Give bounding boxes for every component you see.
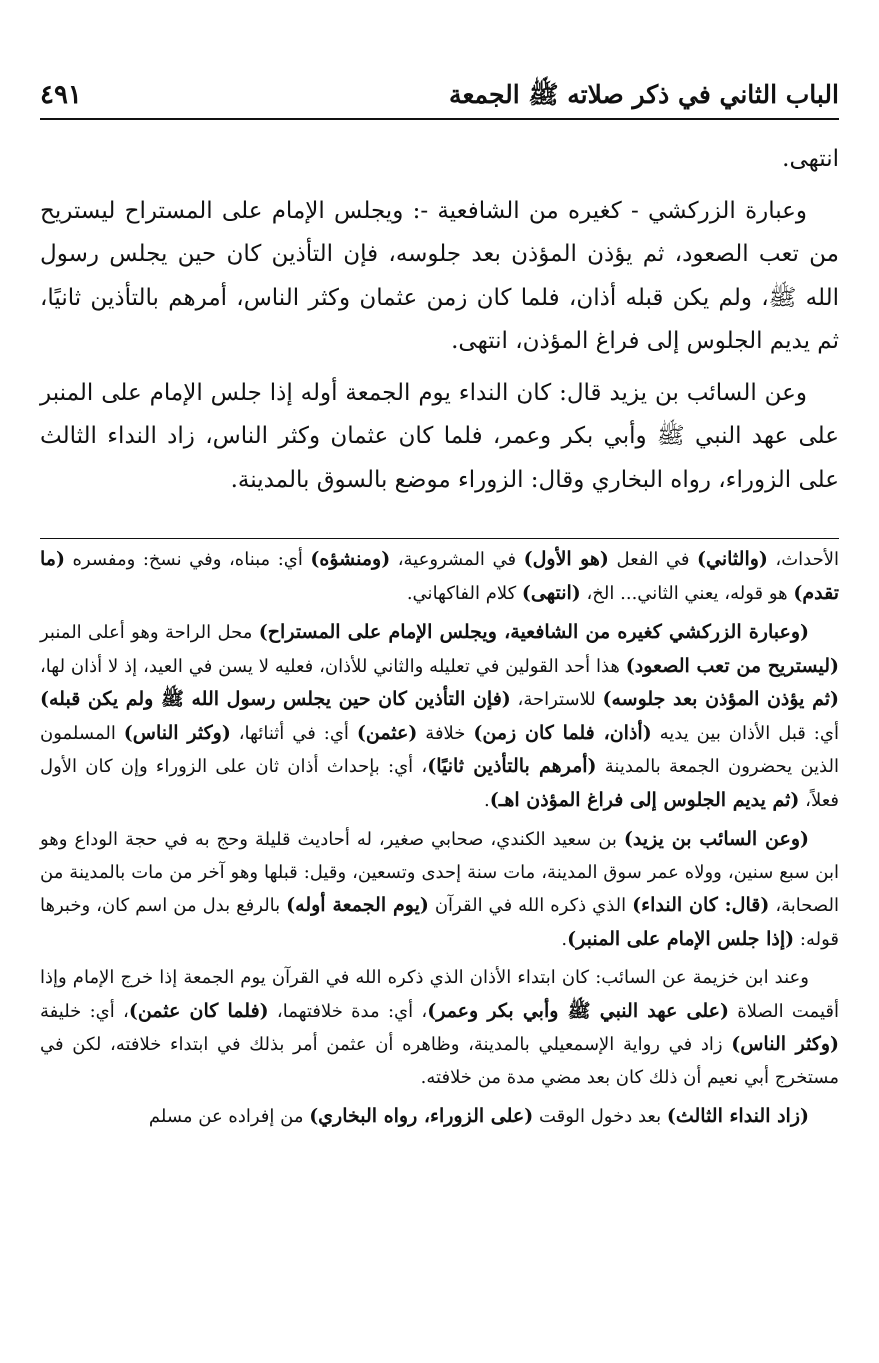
quoted-phrase: (ثم يديم الجلوس إلى فراغ المؤذن اهـ) — [489, 788, 800, 811]
quoted-phrase: (والثاني) — [697, 548, 768, 570]
quoted-phrase: (هو الأول) — [523, 548, 609, 570]
quoted-phrase: (فلما كان عثمن) — [128, 999, 269, 1022]
commentary — [40, 543, 839, 1134]
quoted-phrase: (على الزوراء، رواه البخاري) — [309, 1105, 534, 1127]
commentary-paragraph: الأحداث، (والثاني) في الفعل (هو الأول) في المشروعية، (ومنشؤه) أي: مبناه، وفي نسخ: ومفسره (ما تقدم) هو قوله، يعني الثاني... الخ، (انتهى) كلام الفاكهاني. — [40, 548, 840, 604]
quoted-phrase: (فإن التأذين كان حين يجلس رسول الله ﷺ ولم يكن قبله) — [40, 688, 511, 710]
quoted-phrase: (ثم يؤذن المؤذن بعد جلوسه) — [602, 688, 839, 710]
quoted-phrase: (وعبارة الزركشي كغيره من الشافعية، ويجلس الإمام على المستراح) — [258, 621, 810, 643]
commentary-paragraph: وعند ابن خزيمة عن السائب: كان ابتداء الأذان الذي ذكره الله في القرآن يوم الجمعة إذا خرج الإمام وإذا أقيمت الصلاة (على عهد النبي ﷺ وأبي بكر وعمر)، أي: مدة خلافتهما، (فلما كان عثمن)، أي: خليفة (وكثر الناس) زاد في رواية الإسمعيلي بالمدينة، وظاهره أن عثمن أمر بذلك في ابتداء خلافته، لكن في مستخرج أبي نعيم أن ذلك كان بعد مضي مدة من خلافته. — [40, 967, 839, 1088]
quoted-phrase: (انتهى) — [521, 581, 581, 604]
main-paragraph: وعن السائب بن يزيد قال: كان النداء يوم الجمعة أوله إذا جلس الإمام على المنبر على عهد النبي ﷺ وأبي بكر وعمر، فلما كان عثمان وكثر الناس، زاد النداء الثالث على الزوراء، رواه البخاري وقال: الزوراء موضع بالسوق بالمدينة. — [40, 379, 839, 493]
commentary-paragraph: (وعن السائب بن يزيد) بن سعيد الكندي، صحابي صغير، له أحاديث قليلة وحج به في حجة الوداع وهو ابن سبع سنين، وولاه عمر سوق المدينة، مات سنة إحدى وتسعين، وقيل: قبلها وهو آخر من مات بالمدينة من الصحابة، (قال: كان النداء) الذي ذكره الله في القرآن (يوم الجمعة أوله) بالرفع بدل من اسم كان، وخبرها قوله: (إذا جلس الإمام على المنبر). — [40, 828, 840, 950]
quoted-phrase: (ما تقدم) — [40, 548, 839, 604]
page-header — [40, 78, 839, 120]
quoted-phrase: (ليستريح من تعب الصعود) — [625, 654, 839, 677]
quoted-phrase: (وكثر الناس) — [123, 721, 231, 744]
quoted-phrase: (زاد النداء الثالث) — [666, 1105, 809, 1127]
quoted-phrase: (أذان، فلما كان زمن) — [473, 721, 652, 744]
commentary-paragraph: (زاد النداء الثالث) بعد دخول الوقت (على الزوراء، رواه البخاري) من إفراده عن مسلم — [148, 1105, 809, 1127]
quoted-phrase: (وعن السائب بن يزيد) — [623, 828, 809, 850]
commentary-paragraph: (وعبارة الزركشي كغيره من الشافعية، ويجلس الإمام على المستراح) محل الراحة وهو أعلى المنبر (ليستريح من تعب الصعود) هذا أحد القولين في تعليله والثاني للأذان، فعليه لا يسن في العيد، إذ لا أذان لها، (ثم يؤذن المؤذن بعد جلوسه) للاستراحة، (فإن التأذين كان حين يجلس رسول الله ﷺ ولم يكن قبله) أي: قبل الأذان بين يديه (أذان، فلما كان زمن) خلافة (عثمن) أي: في أثنائها، (وكثر الناس) المسلمون الذين يحضرون الجمعة بالمدينة (أمرهم بالتأذين ثانيًا)، أي: بإحداث أذان ثان على الزوراء وإن كان الأول فعلاً، (ثم يديم الجلوس إلى فراغ المؤذن اهـ). — [40, 621, 839, 811]
quoted-phrase: (على عهد النبي ﷺ وأبي بكر وعمر) — [427, 999, 730, 1022]
quoted-phrase: (عثمن) — [356, 721, 418, 744]
main-paragraph: انتهى. — [782, 146, 839, 172]
quoted-phrase: (يوم الجمعة أوله) — [286, 894, 429, 916]
main-text — [40, 138, 839, 502]
chapter-title: الباب الثاني في ذكر صلاته ﷺ الجمعة — [449, 80, 839, 109]
footnote-separator — [40, 538, 839, 539]
quoted-phrase: (وكثر الناس) — [731, 1033, 839, 1055]
main-paragraph: وعبارة الزركشي - كغيره من الشافعية -: ويجلس الإمام على المستراح ليستريح من تعب الصعود، ثم يؤذن المؤذن بعد جلوسه، فإن التأذين كان حين يجلس رسول الله ﷺ، ولم يكن قبله أذان، فلما كان زمن عثمان وكثر الناس، أمرهم بالتأذين ثانيًا، ثم يديم الجلوس إلى فراغ المؤذن، انتهى. — [40, 197, 839, 354]
quoted-phrase: (ومنشؤه) — [310, 548, 391, 570]
quoted-phrase: (قال: كان النداء) — [632, 894, 770, 916]
page-number: ٤٩١ — [40, 80, 82, 110]
quoted-phrase: (أمرهم بالتأذين ثانيًا) — [427, 755, 597, 777]
quoted-phrase: (إذا جلس الإمام على المنبر) — [567, 927, 795, 950]
